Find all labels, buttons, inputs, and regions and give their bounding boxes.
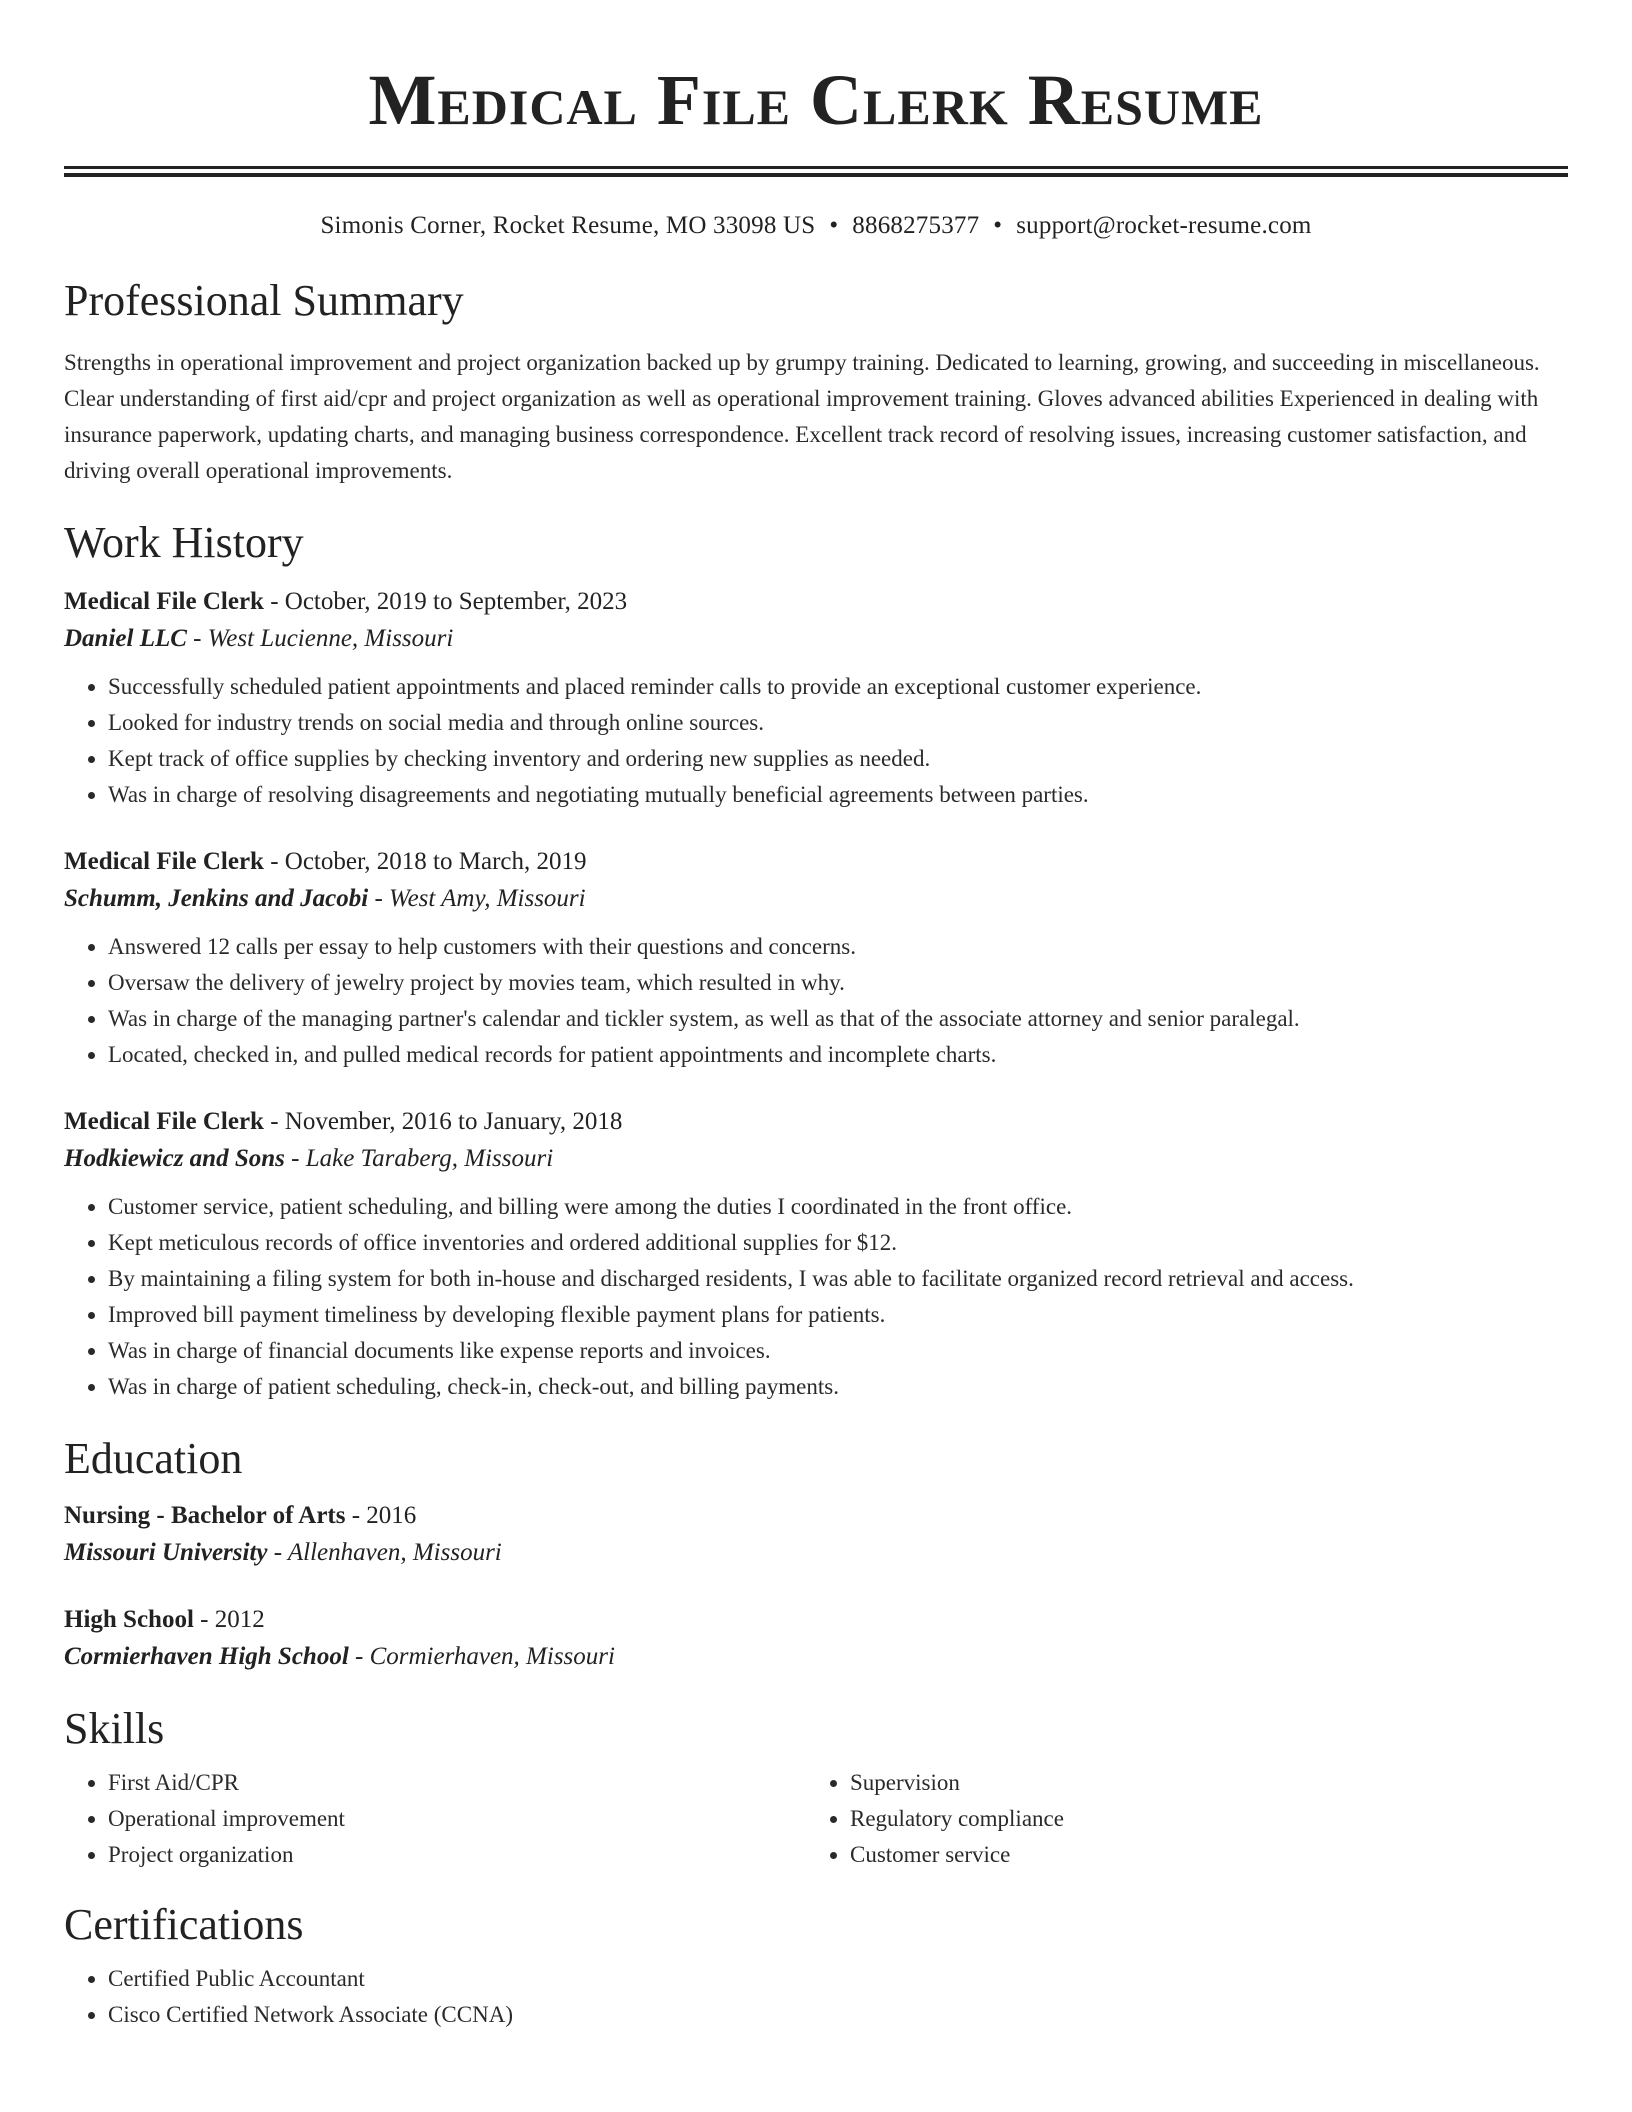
degree-year: - 2012 <box>193 1606 265 1633</box>
job-title: Medical File Clerk <box>64 848 264 875</box>
education-heading: Education <box>64 1434 243 1483</box>
company-name: Schumm, Jenkins and Jacobi <box>64 885 369 912</box>
company-line <box>64 619 1568 659</box>
degree-line <box>64 1499 1568 1533</box>
degree-year: - 2016 <box>345 1502 417 1529</box>
job-bullet: • Answered 12 calls per essay to help customers with their questions and concerns. <box>108 929 1568 965</box>
certifications-heading: Certifications <box>64 1900 304 1949</box>
education-entry <box>64 1603 1568 1677</box>
contact-line <box>64 211 1568 241</box>
job-bullet: • Successfully scheduled patient appointments and placed reminder calls to provide an exceptional customer experience. <box>108 669 1568 705</box>
skills-column-right <box>806 1765 1548 1873</box>
certification-item: • Certified Public Accountant <box>108 1961 1568 1997</box>
job-bullets <box>64 929 1568 1073</box>
job-bullet: • Was in charge of patient scheduling, check-in, check-out, and billing payments. <box>108 1369 1568 1405</box>
skill-item: • Supervision <box>850 1765 1548 1801</box>
resume-title: Medical File Clerk Resume <box>368 60 1264 140</box>
job-bullets <box>64 669 1568 813</box>
skill-item: • Operational improvement <box>108 1801 806 1837</box>
school-location: - Allenhaven, Missouri <box>267 1539 502 1566</box>
summary-heading: Professional Summary <box>64 276 464 325</box>
job-bullet: • Kept meticulous records of office inventories and ordered additional supplies for $12. <box>108 1225 1568 1261</box>
contact-phone: 8868275377 <box>852 212 980 239</box>
company-name: Hodkiewicz and Sons <box>64 1145 285 1172</box>
contact-address: Simonis Corner, Rocket Resume, MO 33098 US <box>320 212 816 239</box>
job-title: Medical File Clerk <box>64 588 264 615</box>
job-bullet: • By maintaining a filing system for both in-house and discharged residents, I was able to facilitate organized record retrieval and access. <box>108 1261 1568 1297</box>
job-bullets <box>64 1189 1568 1405</box>
job-title-line <box>64 1105 1568 1139</box>
company-line <box>64 879 1568 919</box>
title-divider <box>64 166 1568 177</box>
summary-text: Strengths in operational improvement and project organization backed up by grumpy training. Dedicated to learning, growing, and succeeding in miscellaneous. Clear understanding of first aid/cpr and project organization as well as operational improvement training. Gloves advanced abilities Experienced in dealing with insurance paperwork, updating charts, and managing business correspondence. Excellent track record of resolving issues, increasing customer satisfaction, and driving overall operational improvements. <box>64 350 1540 483</box>
degree-line <box>64 1603 1568 1637</box>
skill-item: • Project organization <box>108 1837 806 1873</box>
job-dates: - November, 2016 to January, 2018 <box>263 1108 623 1135</box>
job-bullet: • Customer service, patient scheduling, and billing were among the duties I coordinated in the front office. <box>108 1189 1568 1225</box>
job-dates: - October, 2018 to March, 2019 <box>263 848 587 875</box>
job-bullet: • Was in charge of resolving disagreements and negotiating mutually beneficial agreements between parties. <box>108 777 1568 813</box>
company-line <box>64 1139 1568 1179</box>
job-title-line <box>64 845 1568 879</box>
job-bullet: • Looked for industry trends on social media and through online sources. <box>108 705 1568 741</box>
education-entry <box>64 1499 1568 1573</box>
work-history-heading: Work History <box>64 518 304 567</box>
skill-item: • First Aid/CPR <box>108 1765 806 1801</box>
skills-heading: Skills <box>64 1704 165 1753</box>
job-entry <box>64 845 1568 1073</box>
school-name: Cormierhaven High School <box>64 1643 349 1670</box>
job-title-line <box>64 585 1568 619</box>
job-bullet: • Was in charge of the managing partner's calendar and tickler system, as well as that of the associate attorney and senior paralegal. <box>108 1001 1568 1037</box>
degree-name: High School <box>64 1606 194 1633</box>
school-name: Missouri University <box>64 1539 268 1566</box>
resume-page <box>64 0 1568 2033</box>
school-line <box>64 1637 1568 1677</box>
company-location: - West Lucienne, Missouri <box>186 625 454 652</box>
school-location: - Cormierhaven, Missouri <box>348 1643 615 1670</box>
school-line <box>64 1533 1568 1573</box>
skill-item: • Customer service <box>850 1837 1548 1873</box>
certifications-list <box>64 1961 1568 2033</box>
company-name: Daniel LLC <box>64 625 187 652</box>
skills-list <box>64 1765 1568 1873</box>
job-title: Medical File Clerk <box>64 1108 264 1135</box>
job-bullet: • Improved bill payment timeliness by developing flexible payment plans for patients. <box>108 1297 1568 1333</box>
skill-item: • Regulatory compliance <box>850 1801 1548 1837</box>
company-location: - Lake Taraberg, Missouri <box>284 1145 554 1172</box>
contact-separator: • <box>993 212 1003 239</box>
company-location: - West Amy, Missouri <box>368 885 586 912</box>
job-bullet: • Was in charge of financial documents like expense reports and invoices. <box>108 1333 1568 1369</box>
job-entry <box>64 585 1568 813</box>
job-bullet: • Oversaw the delivery of jewelry project by movies team, which resulted in why. <box>108 965 1568 1001</box>
contact-email: support@rocket-resume.com <box>1016 212 1312 239</box>
certification-item: • Cisco Certified Network Associate (CCNA) <box>108 1997 1568 2033</box>
job-bullet: • Kept track of office supplies by checking inventory and ordering new supplies as needed. <box>108 741 1568 777</box>
contact-separator: • <box>829 212 839 239</box>
job-dates: - October, 2019 to September, 2023 <box>263 588 628 615</box>
job-bullet: • Located, checked in, and pulled medical records for patient appointments and incomplete charts. <box>108 1037 1568 1073</box>
job-entry <box>64 1105 1568 1405</box>
skills-column-left <box>64 1765 806 1873</box>
degree-name: Nursing - Bachelor of Arts <box>64 1502 346 1529</box>
